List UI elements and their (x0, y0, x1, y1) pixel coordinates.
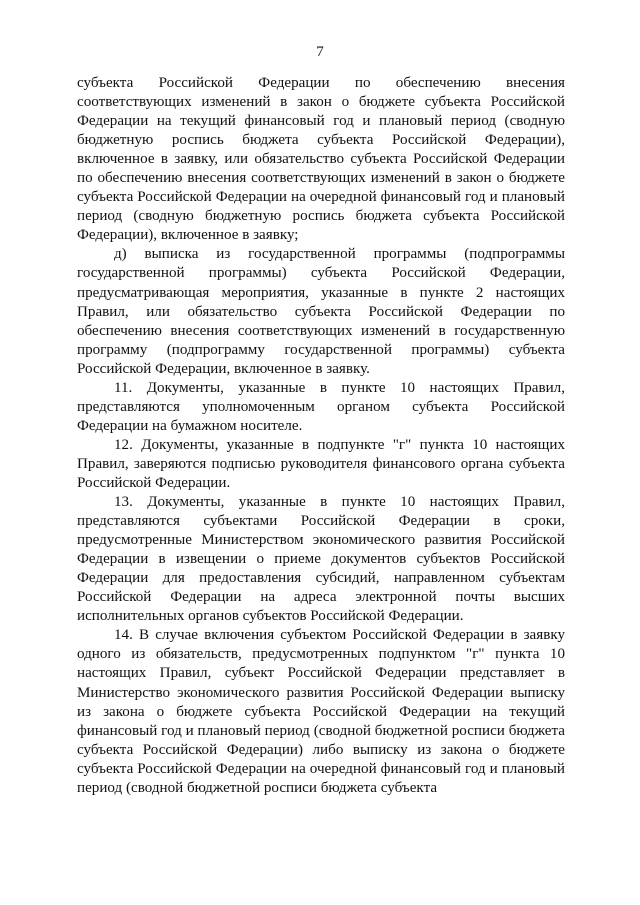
page-number: 7 (316, 44, 324, 60)
paragraph-continuation: субъекта Российской Федерации по обеспечению внесения соответствующих изменений в закон о бюджете субъекта Российской Федерации на текущий финансовый год и плановый период (сводную бюджетную роспись бюджета субъекта Российской Федерации), включенное в заявку, или обязательство субъекта Российской Федерации по обеспечению внесения соответствующих изменений в закон о бюджете субъекта Российской Федерации на очередной финансовый год и плановый период (сводную бюджетную роспись бюджета субъекта Российской Федерации), включенное в заявку; (77, 75, 565, 244)
paragraph-item-d: д) выписка из государственной программы (подпрограммы государственной программы) субъекта Российской Федерации, предусматривающая мероприятия, указанные в пункте 2 настоящих Правил, или обязательство субъекта Российской Федерации по обеспечению внесения соответствующих изменений в государственную программу (подпрограмму государственной программы) субъекта Российской Федерации, включенное в заявку. (77, 246, 565, 377)
document-body (77, 74, 565, 798)
paragraph-13: 13. Документы, указанные в пункте 10 настоящих Правил, представляются субъектами Российской Федерации в сроки, предусмотренные Министерством экономического развития Российской Федерации в извещении о приеме документов субъектов Российской Федерации для предоставления субсидий, направленном субъектам Российской Федерации на адреса электронной почты высших исполнительных органов субъектов Российской Федерации. (77, 494, 565, 625)
paragraph-12: 12. Документы, указанные в подпункте "г" пункта 10 настоящих Правил, заверяются подписью руководителя финансового органа субъекта Российской Федерации. (77, 436, 565, 491)
paragraph-14: 14. В случае включения субъектом Российской Федерации в заявку одного из обязательств, предусмотренных подпунктом "г" пункта 10 настоящих Правил, субъект Российской Федерации представляет в Министерство экономического развития Российской Федерации выписку из закона о бюджете субъекта Российской Федерации на текущий финансовый год и плановый период (сводной бюджетной росписи бюджета субъекта Российской Федерации) либо выписку из закона о бюджете субъекта Российской Федерации на очередной финансовый год и плановый период (сводной бюджетной росписи бюджета субъекта (77, 627, 565, 796)
paragraph-11: 11. Документы, указанные в пункте 10 настоящих Правил, представляются уполномоченным органом субъекта Российской Федерации на бумажном носителе. (77, 379, 565, 434)
